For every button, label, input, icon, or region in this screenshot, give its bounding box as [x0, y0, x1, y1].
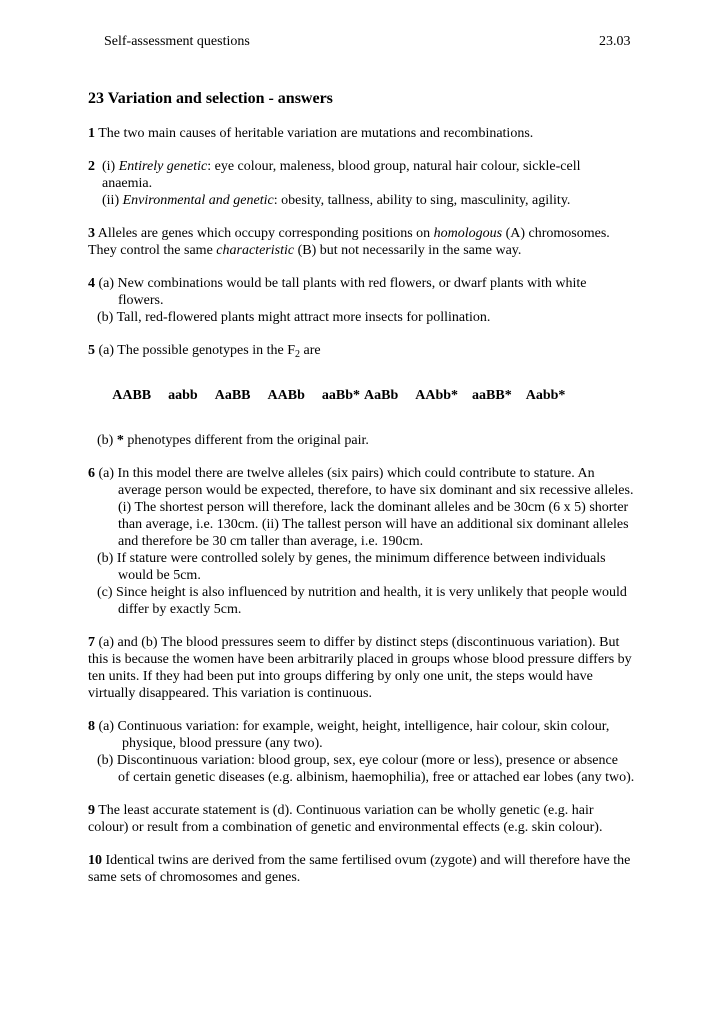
genotype: AaBb: [364, 388, 399, 403]
header-page-number: 23.03: [599, 34, 631, 49]
genotype: AABB: [112, 388, 152, 403]
answer-text: The two main causes of heritable variation are mutations and recombinations.: [95, 126, 534, 141]
answer-8: 8 (a) Continuous variation: for example, weight, height, intelligence, hair colour, skin colour, physique, blood pressure (any two). (b) Discontinuous variation: blood group, sex, eye colour (more or less), presence or absence of certain genetic diseases (e.g. albinism, haemophilia), free or attached ear lobes (any two).: [88, 719, 635, 785]
genotype: Aabb*: [525, 388, 566, 403]
genotype: aaBb*: [321, 388, 360, 403]
answers-body: [88, 125, 668, 902]
answer-number: 5: [88, 343, 95, 358]
answer-number: 9: [88, 803, 95, 818]
answer-1: [88, 125, 668, 142]
genotype: AAbb*: [415, 388, 459, 403]
answer-3: 3 Alleles are genes which occupy corresponding positions on homologous (A) chromosomes. They control the same characteristic (B) but not necessarily in the same way.: [88, 226, 610, 258]
answer-number: 2: [88, 159, 95, 174]
genotype-list: [88, 370, 668, 421]
answer-4: 4 (a) New combinations would be tall plants with red flowers, or dwarf plants with white flowers. (b) Tall, red-flowered plants might attract more insects for pollination.: [88, 276, 587, 325]
answer-9: 9 The least accurate statement is (d). Continuous variation can be wholly genetic (e.g. hair colour) or result from a combination of genetic and environmental effects (e.g. skin colour).: [88, 803, 603, 835]
answer-6: 6 (a) In this model there are twelve alleles (six pairs) which could contribute to stature. An average person would be expected, therefore, to have six dominant and six recessive alleles. (i) The shortest person will therefore, lack the dominant alleles and be 30cm (6 x 5) shorter than average, i.e. 130cm. (ii) The tallest person will have an additional six dominant alleles and therefore be 30 cm taller than average, i.e. 190cm. (b) If stature were controlled solely by genes, the minimum difference between individuals would be 5cm. (c) Since height is also influenced by nutrition and health, it is very unlikely that people would differ by exactly 5cm.: [88, 466, 634, 617]
genotype: aabb: [168, 388, 198, 403]
answer-7: 7 (a) and (b) The blood pressures seem to differ by distinct steps (discontinuous variation). But this is because the women have been arbitrarily placed in groups whose blood pressure differs by ten units. If they had been put into groups differing by only one unit, the steps would have virtually disappeared. This variation is continuous.: [88, 635, 632, 701]
page-title: 23 Variation and selection - answers: [88, 90, 333, 107]
answer-5b: (b) * phenotypes different from the original pair.: [97, 433, 369, 448]
genotype: aaBB*: [472, 388, 512, 403]
answer-number: 10: [88, 853, 102, 868]
genotype: AABb: [267, 388, 305, 403]
answer-number: 4: [88, 276, 95, 291]
answer-number: 1: [88, 126, 95, 141]
answer-5: 5 (a) The possible genotypes in the $F_2$ are: [88, 343, 321, 360]
answer-10: 10 Identical twins are derived from the same fertilised ovum (zygote) and will therefore have the same sets of chromosomes and genes.: [88, 853, 631, 885]
answer-number: 3: [88, 226, 95, 241]
answer-number: 7: [88, 635, 95, 650]
answer-number: 8: [88, 719, 95, 734]
answer-number: 6: [88, 466, 95, 481]
genotype: AaBB: [214, 388, 251, 403]
answer-2: 2 (i) Entirely genetic: eye colour, maleness, blood group, natural hair colour, sickle-cell anaemia. (ii) Environmental and genetic: obesity, tallness, ability to sing, masculinity, agility.: [88, 159, 581, 208]
header-left: Self-assessment questions: [104, 34, 250, 49]
